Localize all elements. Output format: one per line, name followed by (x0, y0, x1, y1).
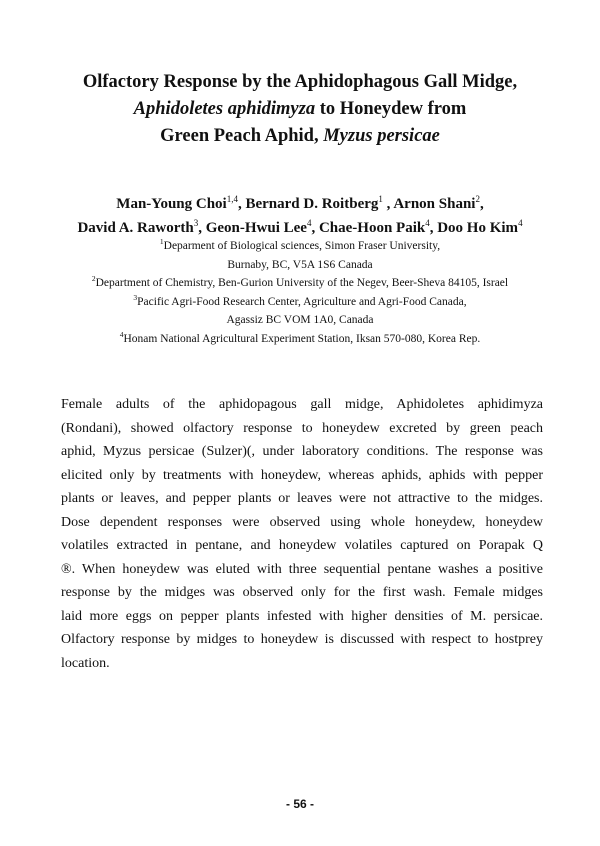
abstract-line: response by the midges was observed only for the first wash. Female midges (61, 585, 543, 600)
paper-title (40, 69, 560, 150)
author-separator: , (198, 220, 206, 236)
affiliation-line (30, 256, 570, 275)
abstract-line: Olfactory response by midges to honeydew is discussed with respect to hostprey (61, 632, 543, 647)
author-separator: , (382, 196, 394, 212)
affiliation-text: Department of Chemistry, Ben-Gurion University of the Negev, Beer-Sheva 84105, Israel (95, 277, 509, 289)
affiliation-line (30, 330, 570, 349)
author-affiliation-mark: 2 (475, 194, 480, 204)
author-separator: , (311, 220, 319, 236)
affiliation-text: Agassiz BC VOM 1A0, Canada (226, 314, 374, 326)
author-separator: , (429, 220, 438, 236)
author-line-1 (40, 192, 560, 216)
title-line-2 (40, 96, 560, 123)
affiliation-line (30, 237, 570, 256)
affiliation-text: Honam National Agricultural Experiment Station, Iksan 570-080, Korea Rep. (123, 332, 481, 345)
abstract-line: laid more eggs on pepper plants infested with higher densities of M. persicae. (61, 608, 543, 624)
author-affiliation-mark: 1,4 (226, 194, 238, 204)
title-line-2-rest: to Honeydew from (315, 99, 467, 119)
title-line-3-text: Green Peach Aphid, (160, 126, 324, 146)
author-name: Geon-Hwui Lee (205, 220, 307, 236)
abstract-line: elicited only by treatments with honeydew, whereas aphids, aphids with pepper (61, 467, 543, 483)
affiliation-line (30, 293, 570, 312)
abstract-line: aphid, Myzus persicae (Sulzer)(, under laboratory conditions. The response was (61, 444, 543, 459)
author-name: Chae-Hoon Paik (318, 220, 426, 236)
abstract-line: (Rondani), showed olfactory response to honeydew excreted by green peach (61, 420, 543, 436)
author-name: Bernard D. Roitberg (245, 196, 379, 212)
author-affiliation-mark: 1 (378, 194, 383, 204)
abstract (61, 393, 543, 675)
abstract-line: plants or leaves, and pepper plants or leaves were not attractive to the midges. (61, 491, 543, 506)
author-separator: , (479, 196, 484, 212)
author-affiliation-mark: 4 (306, 218, 312, 228)
affiliation-list (30, 237, 570, 348)
affiliation-line (30, 274, 570, 293)
title-line-1: Olfactory Response by the Aphidophagous Gall Midge, (82, 72, 518, 92)
affiliation-mark: 1 (159, 237, 164, 247)
author-name: David A. Raworth (77, 220, 194, 236)
abstract-line: location. (61, 655, 110, 671)
title-line-3 (40, 123, 560, 150)
page-number: - 56 - (285, 797, 314, 811)
title-species-name: Aphidoletes aphidimyza (133, 99, 316, 119)
abstract-line: volatiles extracted in pentane, and honeydew volatiles captured on Porapak Q (61, 538, 543, 553)
author-affiliation-mark: 4 (518, 218, 523, 228)
author-separator: , (237, 196, 246, 212)
affiliation-mark: 3 (133, 292, 138, 302)
author-affiliation-mark: 4 (425, 218, 430, 228)
affiliation-mark: 4 (119, 329, 124, 339)
abstract-line: ®. When honeydew was eluted with three sequential pentane washes a positive (61, 561, 543, 577)
affiliation-line (30, 311, 570, 330)
author-list (40, 192, 560, 240)
author-affiliation-mark: 3 (193, 218, 199, 228)
affiliation-text: Burnaby, BC, V5A 1S6 Canada (227, 258, 373, 271)
affiliation-mark: 2 (91, 274, 96, 284)
affiliation-text: Pacific Agri-Food Research Center, Agriculture and Agri-Food Canada, (137, 295, 467, 308)
abstract-line: Female adults of the aphidopagous gall midge, Aphidoletes aphidimyza (61, 397, 543, 412)
abstract-line: Dose dependent responses were observed using whole honeydew, honeydew (61, 514, 543, 530)
author-name: Man-Young Choi (116, 196, 227, 212)
author-name: Arnon Shani (393, 196, 476, 212)
author-name: Doo Ho Kim (437, 220, 519, 236)
affiliation-text: Deparment of Biological sciences, Simon Fraser University, (163, 240, 441, 252)
title-aphid-name: Myzus persicae (323, 126, 440, 146)
